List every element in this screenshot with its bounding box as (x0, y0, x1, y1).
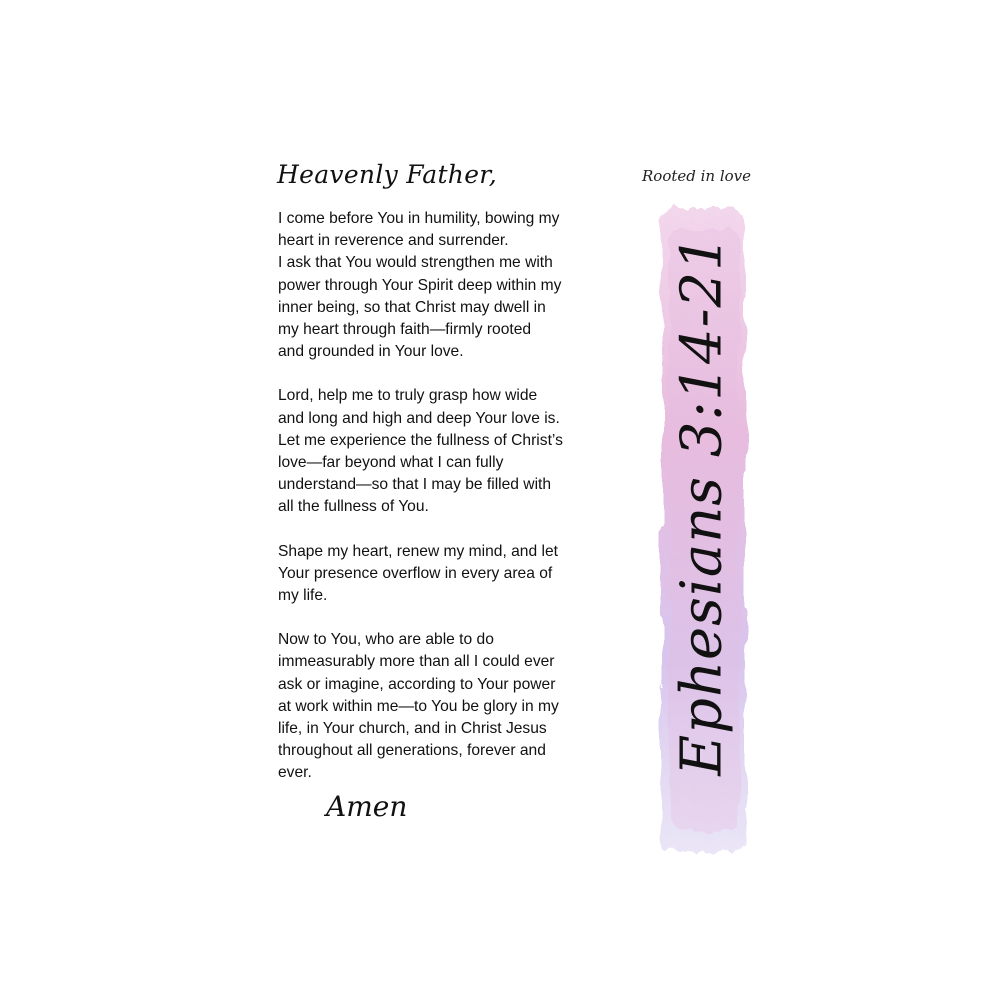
prayer-paragraph: Shape my heart, renew my mind, and let Your presence overflow in every area of my life. (278, 542, 558, 605)
closing-amen: Amen (326, 790, 408, 823)
prayer-body (278, 208, 628, 807)
tagline: Rooted in love (642, 167, 752, 185)
prayer-paragraph: Lord, help me to truly grasp how wide and long and high and deep Your love is. Let me experience the fullness of Christ’s love—far beyond what I can fully understand—so that I may be filled with all the fullness of You. (278, 387, 563, 516)
greeting-heading: Heavenly Father, (277, 160, 498, 189)
scripture-reference: Ephesians 3:14-21 (669, 234, 735, 776)
prayer-paragraph: Now to You, who are able to do immeasurably more than all I could ever ask or imagine, according to Your power at work within me—to You be glory in my life, in Your church, and in Christ Jesus throughout all generations, forever and ever. (278, 631, 559, 782)
prayer-paragraph: I come before You in humility, bowing my heart in reverence and surrender. I ask that You would strengthen me with power through Your Spirit deep within my inner being, so that Christ may dwell in my heart through faith—firmly rooted and grounded in Your love. (278, 210, 562, 361)
